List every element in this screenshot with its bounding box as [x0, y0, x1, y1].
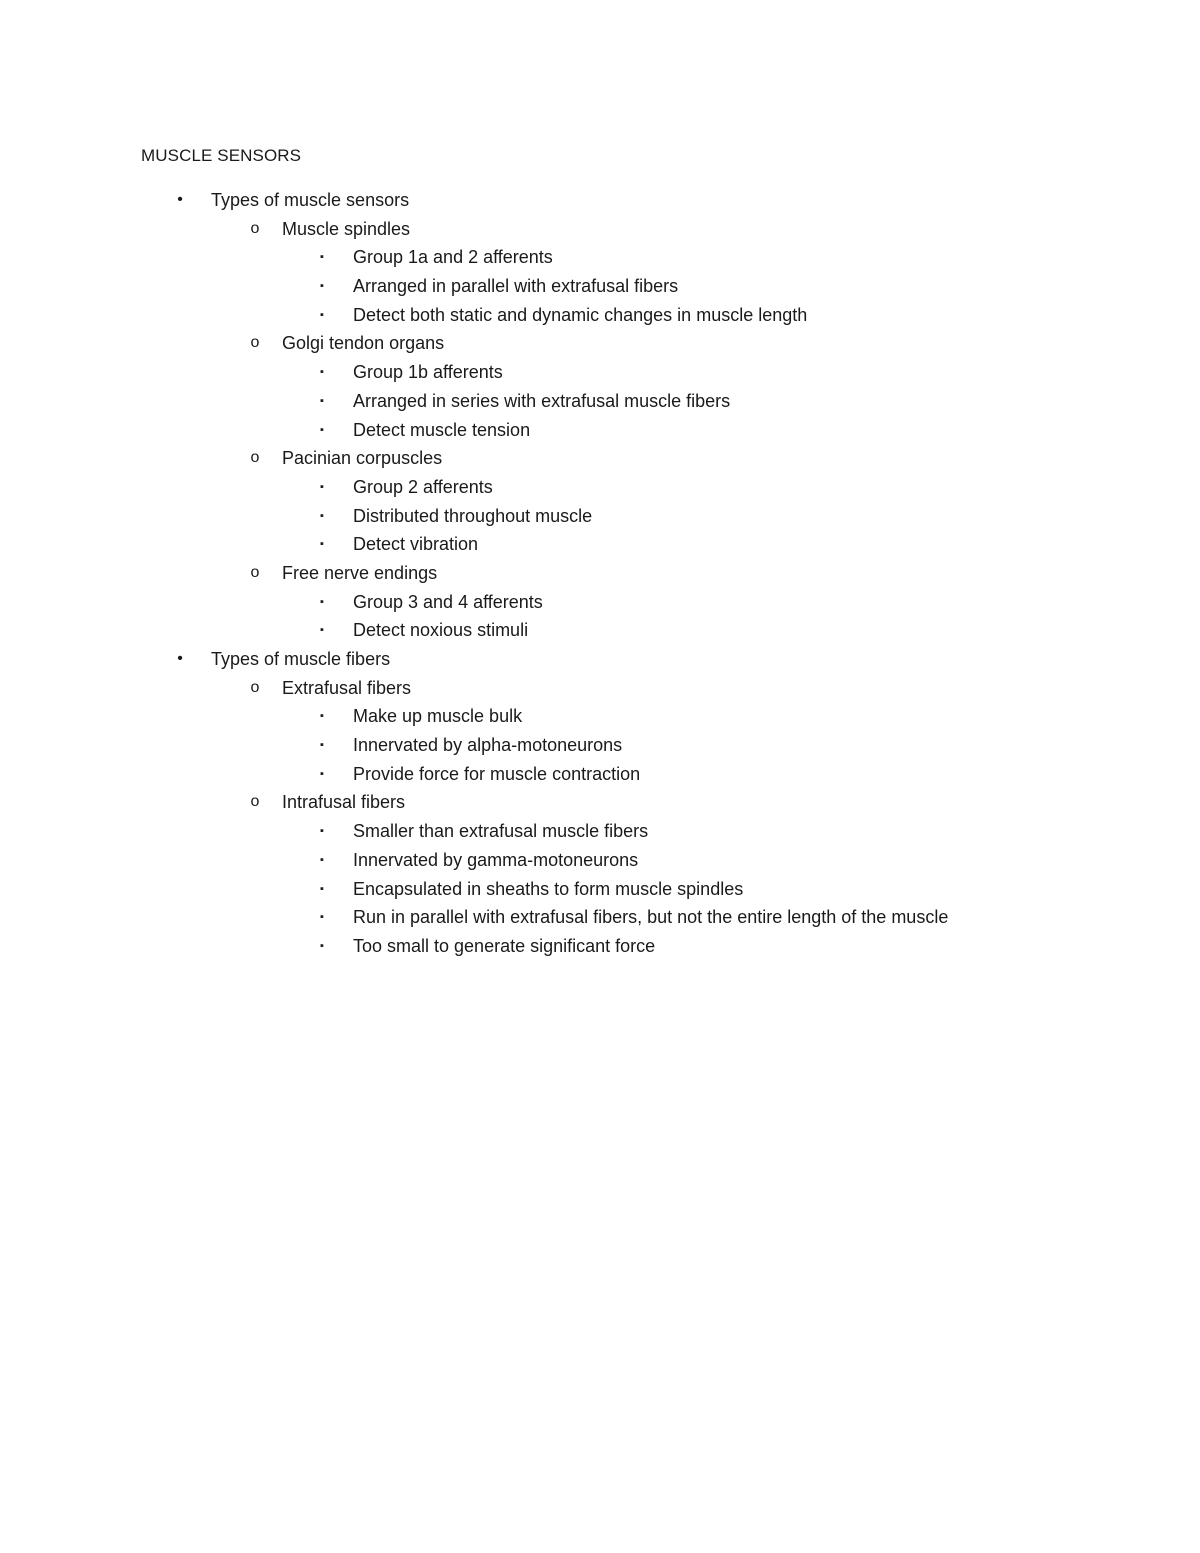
bullet-disc-icon: • — [177, 191, 183, 208]
list-item-text: Detect muscle tension — [353, 419, 531, 440]
bullet-square-icon: ▪ — [320, 624, 324, 637]
bullet-square-icon: ▪ — [320, 308, 324, 321]
bullet-square-icon: ▪ — [320, 767, 324, 780]
list-item-text: Group 3 and 4 afferents — [353, 591, 543, 612]
list-item-text: Make up muscle bulk — [353, 706, 523, 727]
bullet-square-icon: ▪ — [320, 739, 324, 752]
bullet-circle-icon: o — [250, 793, 260, 811]
bullet-square-icon: ▪ — [320, 939, 324, 952]
subsection-heading-text: Pacinian corpuscles — [282, 448, 443, 469]
bullet-disc-icon: • — [177, 650, 183, 667]
list-item-text: Arranged in parallel with extrafusal fibers — [353, 276, 679, 297]
bullet-square-icon: ▪ — [320, 251, 324, 264]
bullet-square-icon: ▪ — [320, 280, 324, 293]
bullet-square-icon: ▪ — [320, 825, 324, 838]
document-title: MUSCLE SENSORS — [141, 146, 302, 165]
bullet-square-icon: ▪ — [320, 394, 324, 407]
bullet-circle-icon: o — [250, 449, 260, 467]
bullet-square-icon: ▪ — [320, 882, 324, 895]
list-item-text: Detect both static and dynamic changes in muscle length — [353, 304, 808, 325]
bullet-square-icon: ▪ — [320, 538, 324, 551]
list-item-text: Group 1a and 2 afferents — [353, 247, 553, 268]
list-item-text: Group 2 afferents — [353, 476, 493, 497]
bullet-circle-icon: o — [250, 219, 260, 237]
bullet-circle-icon: o — [250, 334, 260, 352]
list-item-text: Provide force for muscle contraction — [353, 763, 641, 784]
subsection-heading-text: Free nerve endings — [282, 562, 438, 583]
bullet-square-icon: ▪ — [320, 595, 324, 608]
list-item-text: Innervated by gamma-motoneurons — [353, 849, 639, 870]
list-item-text: Detect noxious stimuli — [353, 620, 529, 641]
subsection-heading-text: Extrafusal fibers — [282, 677, 412, 698]
list-item-text: Run in parallel with extrafusal fibers, but not the entire length of the muscle — [353, 907, 949, 928]
list-item-text: Too small to generate significant force — [353, 935, 656, 956]
bullet-square-icon: ▪ — [320, 911, 324, 924]
bullet-circle-icon: o — [250, 563, 260, 581]
bullet-square-icon: ▪ — [320, 509, 324, 522]
bullet-square-icon: ▪ — [320, 853, 324, 866]
subsection-heading-text: Muscle spindles — [282, 218, 411, 239]
list-item-text: Smaller than extrafusal muscle fibers — [353, 821, 649, 842]
list-item-text: Group 1b afferents — [353, 362, 503, 383]
bullet-square-icon: ▪ — [320, 366, 324, 379]
section-heading-text: Types of muscle fibers — [211, 649, 391, 669]
list-item-text: Innervated by alpha-motoneurons — [353, 735, 623, 756]
list-item-text: Detect vibration — [353, 534, 479, 555]
bullet-square-icon: ▪ — [320, 423, 324, 436]
list-item-text: Arranged in series with extrafusal muscle fibers — [353, 390, 731, 411]
bullet-square-icon: ▪ — [320, 710, 324, 723]
subsection-heading-text: Intrafusal fibers — [282, 792, 406, 813]
list-item-text: Encapsulated in sheaths to form muscle spindles — [353, 878, 744, 899]
subsection-heading-text: Golgi tendon organs — [282, 333, 445, 354]
list-item-text: Distributed throughout muscle — [353, 505, 593, 526]
bullet-circle-icon: o — [250, 678, 260, 696]
bullet-square-icon: ▪ — [320, 480, 324, 493]
section-heading-text: Types of muscle sensors — [211, 190, 410, 210]
